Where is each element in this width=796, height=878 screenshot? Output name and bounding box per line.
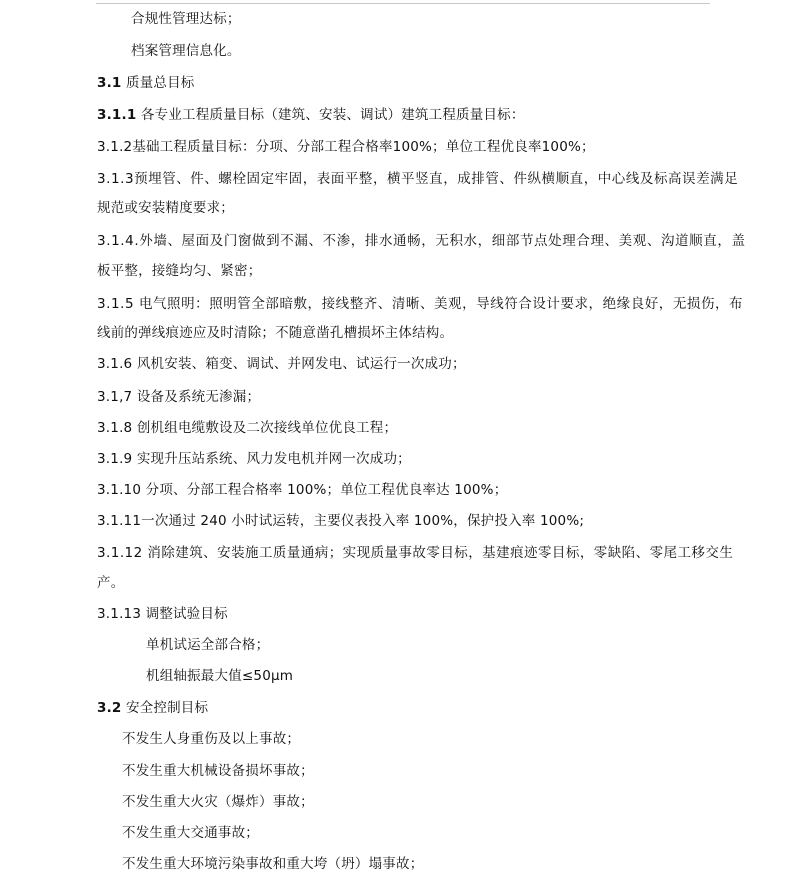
paragraph-line: 3.1.2基础工程质量目标：分项、分部工程合格率100%；单位工程优良率100%； <box>97 139 595 155</box>
section-title: 各专业工程质量目标（建筑、安装、调试）建筑工程质量目标： <box>136 107 525 123</box>
paragraph-line: 3.1.4.外墙、屋面及门窗做到不漏、不渗，排水通畅，无积水，细部节点处理合理、美观、沟道顺直，盖 <box>97 233 746 249</box>
paragraph-line: 不发生重大交通事故； <box>122 825 259 841</box>
section-number: 3.2 <box>97 700 122 716</box>
paragraph-line: 3.1.5 电气照明：照明管全部暗敷，接线整齐、清晰、美观，导线符合设计要求，绝缘良好，无损伤，布 <box>97 296 744 312</box>
paragraph-line: 3.1.6 风机安装、箱变、调试、并网发电、试运行一次成功； <box>97 356 466 372</box>
paragraph-line: 档案管理信息化。 <box>131 43 241 59</box>
section-number: 3.1 <box>97 75 122 91</box>
paragraph-line: 3.1.10 分项、分部工程合格率 100%；单位工程优良率达 100%； <box>97 482 508 498</box>
section-title: 质量总目标 <box>121 75 195 91</box>
paragraph-line: 产。 <box>97 575 125 591</box>
paragraph-line: 3.1,7 设备及系统无渗漏； <box>97 389 261 405</box>
paragraph-line: 3.1.8 创机组电缆敷设及二次接线单位优良工程； <box>97 420 398 436</box>
paragraph-line: 单机试运全部合格； <box>146 637 270 653</box>
paragraph-line: 板平整，接缝均匀、紧密； <box>97 263 262 279</box>
paragraph-line: 不发生人身重伤及以上事故； <box>122 731 301 747</box>
paragraph-line: 3.1.12 消除建筑、安装施工质量通病；实现质量事故零目标，基建痕迹零目标，零缺陷、零尾工移交生 <box>97 545 734 561</box>
paragraph-line: 3.1.13 调整试验目标 <box>97 606 228 622</box>
paragraph-line: 机组轴振最大值≤50μm <box>146 668 294 684</box>
paragraph-line: 3.1.11一次通过 240 小时试运转，主要仪表投入率 100%，保护投入率 100%; <box>97 513 585 529</box>
paragraph-line: 线前的弹线痕迹应及时清除；不随意凿孔槽损坏主体结构。 <box>97 325 454 341</box>
paragraph-line: 合规性管理达标； <box>131 11 241 27</box>
paragraph-line: 3.1.9 实现升压站系统、风力发电机并网一次成功； <box>97 451 411 467</box>
section-title: 安全控制目标 <box>121 700 209 716</box>
paragraph-line: 规范或安装精度要求； <box>97 200 234 216</box>
paragraph-line: 不发生重大环境污染事故和重大垮（坍）塌事故； <box>122 856 424 872</box>
paragraph-line: 不发生重大机械设备损坏事故； <box>122 763 314 779</box>
paragraph-line: 3.1.3预埋管、件、螺栓固定牢固，表面平整，横平竖直，成排管、件纵横顺直，中心线及标高误差满足 <box>97 171 739 187</box>
section-number: 3.1.1 <box>97 107 137 123</box>
subsection-heading-3-1-1 <box>97 106 525 124</box>
page-top-rule <box>96 3 710 4</box>
paragraph-line: 不发生重大火灾（爆炸）事故； <box>122 794 314 810</box>
section-heading-3-1 <box>97 74 195 92</box>
section-heading-3-2 <box>97 699 208 717</box>
